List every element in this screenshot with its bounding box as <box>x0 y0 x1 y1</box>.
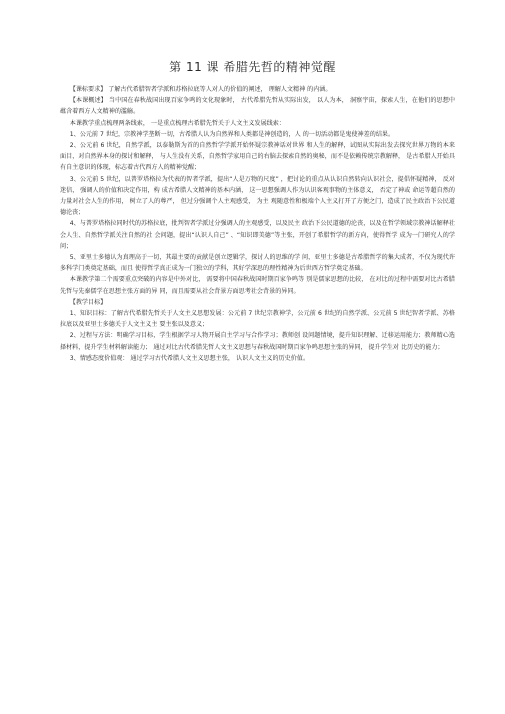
clue-item-4: 4、与普罗塔格拉同时代的苏格拉底，批判智者学派过分强调人的主观感受，以及民主 政治下公民道德的沦丧，以及在哲学领域宗教神话解释社会人生、自然哲学派关注自然的社 会问题，提出“认识人自己” 、“知识即美德”等主张，开创了希腊哲学的新方向，使得哲学 成为一门研究人的学问； <box>60 220 455 250</box>
objective-values: 3、情感态度价值观： 通过学习古代希腊人文主义思想主张， 认识人文主义的历史价值。 <box>69 354 310 362</box>
comparison-focus: 本课教学第二个需要重点突破的内容是中外对比， 需要将中国春秋战国时期百家争鸣等 别是儒家思想的比较， 在对比的过程中需要对比古希腊先哲与先秦儒学在思想主张方面的异 同，而且需要从社会背景方面思考社会背景的异同。 <box>60 276 455 295</box>
clue-item-2: 2、公元前 6 世纪，自然学派，以泰勒斯为首的自然哲学学派开始怀疑宗教神话对世界 和人生的解释，试图从实际出发去探究世界万物的本来面目，对自然界本身的探讨和解释， 与人生没有关系，自然哲学家用自己的右脑去探索自然的奥秘，而不是依赖传统宗教解释， 是古希腊人开始具有自主意识的体现，标志着古代西方人的精神觉醒； <box>60 142 455 172</box>
objective-process: 2、过程与方法：明确学习目标，学生根据学习人物开展自主学习与合作学习；教师创 设问题情境，提升知识理解、迁移运用能力；教师精心选择材料，提升学生材料解读能力； 通过对比古代希腊先哲人文主义思想与春秋战国时期百家争鸣思想主张的异同， 提升学生对 比历史的能力； <box>60 332 455 351</box>
clue-item-3: 3、公元前 5 世纪，以普罗塔格拉为代表的智者学派，提出“人是万物的尺度” ，把讨论的重点从认识自然转向认识社会，提倡怀疑精神， 反对迷信， 强调人的价值和决定作用，构 成古希腊人文精神的基本内涵， 这一思想强调人作为认识客观事物的主体意义， 否定了神或 命运等超自然的力量对社会人生的作用， 树立了人的尊严， 但过分强调个人主观感受， 为主 观随意性和极端个人主义打开了方便之门，造成了民主政治下公民道德沦丧； <box>60 175 455 217</box>
curriculum-requirement: 【课标要求】 了解古代希腊智者学派和苏格拉底等人对人的价值的阐述， 理解人文精神 的内涵。 <box>69 86 332 93</box>
page-title: 第 11 课 希腊先哲的精神觉醒 <box>169 60 336 74</box>
objective-knowledge: 1、知识目标：了解古代希腊先哲关于人文主义思想发展：公元前 7 世纪宗教神学，公元前 6 世纪的自然学派、公元前 5 世纪智者学派、苏格拉底以及亚里士多德关于人文主义主 要主张以及意义； <box>60 310 455 329</box>
clue-item-5: 5、亚里士多德认为真理高于一切，其最主要的贡献是创立逻辑学，探讨人的思维的学 问，亚里士多德是古希腊哲学的集大成者，不仅为现代许多科学门类奠定基础，而且 使得哲学真正成为一门独立的学科，其好学深思的理性精神为后世西方哲学奠定基础。 <box>60 254 455 273</box>
document-body <box>60 84 455 364</box>
lesson-overview: 【本课概述】 当中国在春秋战国出现百家争鸣的文化现象时， 古代希腊先哲从实际出发， 以人为本， 洞察宇宙，探索人生，在他们的思想中蕴含着西方人文精神的滥觞。 <box>60 97 455 116</box>
clue-item-1: 1、公元前 7 世纪，宗教神学垄断一切，古希腊人认为自然界和人类都是神创造的，人 的一切活动都是鬼使神差的结果。 <box>69 130 395 138</box>
objectives-heading: 【教学目标】 <box>69 298 107 306</box>
teaching-focus: 本课教学重点梳理两条线索， 一是重点梳理古希腊先哲关于人文主义发展线索： <box>69 119 285 127</box>
